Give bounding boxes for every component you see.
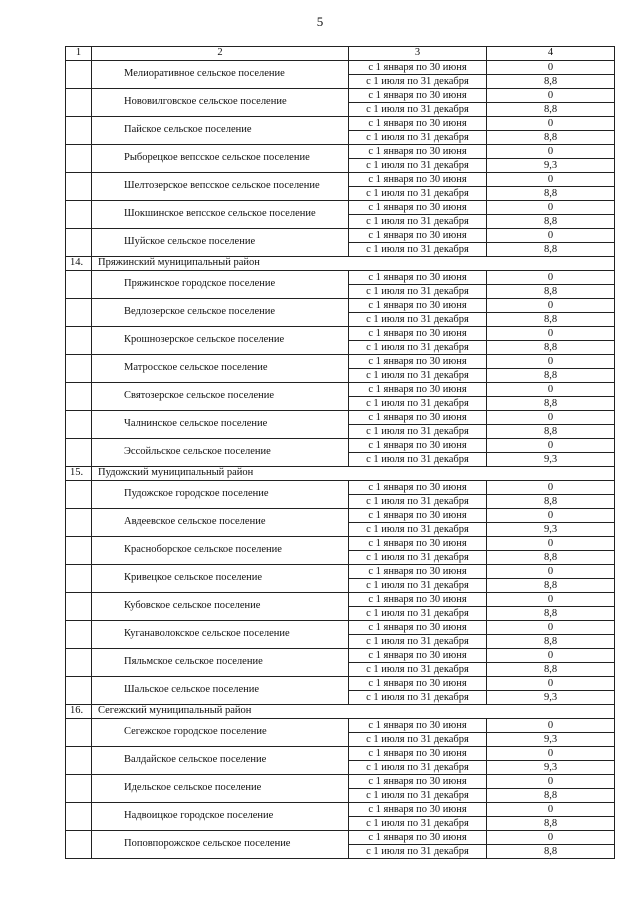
rate-second-half: 8,8 [487,634,614,648]
period-first-half: с 1 января по 30 июня [368,90,467,101]
settlement-name: Красноборское сельское поселение [92,537,349,565]
period-cell [349,481,487,509]
rate-first-half: 0 [547,230,554,241]
period-first-half: с 1 января по 30 июня [368,356,467,367]
row-number-cell [66,565,92,593]
period-second-half: с 1 июля по 31 декабря [349,74,486,88]
period-first-half: с 1 января по 30 июня [368,272,467,283]
row-number-cell [66,621,92,649]
period-second-half: с 1 июля по 31 декабря [349,284,486,298]
rate-first-half: 0 [547,146,554,157]
settlement-name: Матросское сельское поселение [92,355,349,383]
period-second-half: с 1 июля по 31 декабря [349,634,486,648]
row-number-cell [66,509,92,537]
settlement-name: Куганаволокское сельское поселение [92,621,349,649]
period-cell [349,537,487,565]
period-cell [349,439,487,467]
row-number-cell [66,747,92,775]
settlement-row [66,383,615,411]
row-number-cell [66,201,92,229]
rate-cell [487,411,615,439]
rate-cell [487,537,615,565]
settlement-name: Шальское сельское поселение [92,677,349,705]
period-first-half: с 1 января по 30 июня [368,202,467,213]
settlement-row [66,719,615,747]
rate-second-half: 8,8 [487,214,614,228]
period-second-half: с 1 июля по 31 декабря [349,396,486,410]
rate-second-half: 8,8 [487,74,614,88]
settlement-row [66,299,615,327]
settlement-row [66,831,615,859]
period-second-half: с 1 июля по 31 декабря [349,662,486,676]
column-number-row [66,47,615,61]
rate-first-half: 0 [547,804,554,815]
period-cell [349,229,487,257]
rate-cell [487,621,615,649]
settlement-row [66,747,615,775]
period-cell [349,299,487,327]
rate-second-half: 8,8 [487,312,614,326]
rate-first-half: 0 [547,538,554,549]
rate-cell [487,355,615,383]
rate-first-half: 0 [547,412,554,423]
period-cell [349,173,487,201]
rate-second-half: 8,8 [487,606,614,620]
rate-second-half: 9,3 [487,158,614,172]
rate-first-half: 0 [547,776,554,787]
period-cell [349,411,487,439]
rate-first-half: 0 [547,566,554,577]
period-second-half: с 1 июля по 31 декабря [349,522,486,536]
period-cell [349,201,487,229]
period-second-half: с 1 июля по 31 декабря [349,844,486,858]
period-second-half: с 1 июля по 31 декабря [349,340,486,354]
period-first-half: с 1 января по 30 июня [368,118,467,129]
rate-second-half: 9,3 [487,452,614,466]
rate-first-half: 0 [547,174,554,185]
period-cell [349,677,487,705]
period-second-half: с 1 июля по 31 декабря [349,816,486,830]
period-first-half: с 1 января по 30 июня [368,300,467,311]
rate-second-half: 9,3 [487,522,614,536]
rate-first-half: 0 [547,510,554,521]
rate-second-half: 8,8 [487,844,614,858]
settlement-row [66,327,615,355]
rate-first-half: 0 [547,356,554,367]
rate-first-half: 0 [547,62,554,73]
rate-second-half: 8,8 [487,816,614,830]
settlement-name: Пудожское городское поселение [92,481,349,509]
rate-second-half: 8,8 [487,368,614,382]
rate-first-half: 0 [547,748,554,759]
rate-first-half: 0 [547,300,554,311]
rate-first-half: 0 [547,832,554,843]
row-number-cell [66,61,92,89]
period-first-half: с 1 января по 30 июня [368,146,467,157]
rate-second-half: 8,8 [487,340,614,354]
settlement-name: Шокшинское вепсское сельское поселение [92,201,349,229]
settlement-row [66,89,615,117]
period-first-half: с 1 января по 30 июня [368,650,467,661]
period-first-half: с 1 января по 30 июня [368,174,467,185]
district-number: 14. [66,257,92,271]
rate-second-half: 8,8 [487,284,614,298]
column-number-1: 1 [66,47,92,61]
row-number-cell [66,593,92,621]
period-first-half: с 1 января по 30 июня [368,384,467,395]
settlement-name: Святозерское сельское поселение [92,383,349,411]
period-second-half: с 1 июля по 31 декабря [349,186,486,200]
period-cell [349,61,487,89]
rate-second-half: 9,3 [487,690,614,704]
period-first-half: с 1 января по 30 июня [368,776,467,787]
rate-cell [487,593,615,621]
settlement-row [66,439,615,467]
settlement-row [66,481,615,509]
rate-second-half: 8,8 [487,494,614,508]
period-first-half: с 1 января по 30 июня [368,510,467,521]
settlement-name: Пяльмское сельское поселение [92,649,349,677]
settlement-name: Чалнинское сельское поселение [92,411,349,439]
column-number-4: 4 [487,47,615,61]
rate-cell [487,383,615,411]
rate-second-half: 8,8 [487,102,614,116]
period-first-half: с 1 января по 30 июня [368,804,467,815]
period-cell [349,117,487,145]
settlement-row [66,173,615,201]
settlement-name: Ведлозерское сельское поселение [92,299,349,327]
row-number-cell [66,775,92,803]
rate-second-half: 8,8 [487,788,614,802]
period-first-half: с 1 января по 30 июня [368,538,467,549]
district-number: 15. [66,467,92,481]
settlement-row [66,61,615,89]
settlement-name: Валдайское сельское поселение [92,747,349,775]
period-cell [349,803,487,831]
period-first-half: с 1 января по 30 июня [368,412,467,423]
rate-second-half: 9,3 [487,760,614,774]
row-number-cell [66,677,92,705]
settlement-name: Крошнозерское сельское поселение [92,327,349,355]
period-cell [349,831,487,859]
period-first-half: с 1 января по 30 июня [368,720,467,731]
column-number-3: 3 [349,47,487,61]
settlement-name: Пайское сельское поселение [92,117,349,145]
settlement-row [66,509,615,537]
settlement-row [66,649,615,677]
district-row [66,467,615,481]
settlement-row [66,775,615,803]
period-first-half: с 1 января по 30 июня [368,62,467,73]
district-name: Пряжинский муниципальный район [92,257,615,271]
row-number-cell [66,439,92,467]
row-number-cell [66,299,92,327]
settlement-row [66,201,615,229]
rate-cell [487,803,615,831]
settlement-name: Надвоицкое городское поселение [92,803,349,831]
row-number-cell [66,229,92,257]
period-cell [349,509,487,537]
rate-second-half: 8,8 [487,662,614,676]
period-second-half: с 1 июля по 31 декабря [349,788,486,802]
rate-cell [487,61,615,89]
settlement-row [66,677,615,705]
row-number-cell [66,355,92,383]
rate-first-half: 0 [547,678,554,689]
settlement-row [66,355,615,383]
rate-cell [487,747,615,775]
rate-cell [487,299,615,327]
period-first-half: с 1 января по 30 июня [368,832,467,843]
rate-cell [487,327,615,355]
period-second-half: с 1 июля по 31 декабря [349,690,486,704]
settlement-name: Нововилговское сельское поселение [92,89,349,117]
row-number-cell [66,327,92,355]
settlement-name: Шуйское сельское поселение [92,229,349,257]
period-second-half: с 1 июля по 31 декабря [349,242,486,256]
row-number-cell [66,89,92,117]
row-number-cell [66,145,92,173]
rate-cell [487,565,615,593]
period-second-half: с 1 июля по 31 декабря [349,494,486,508]
period-cell [349,355,487,383]
settlement-name: Сегежское городское поселение [92,719,349,747]
rate-second-half: 8,8 [487,424,614,438]
period-second-half: с 1 июля по 31 декабря [349,312,486,326]
rate-first-half: 0 [547,482,554,493]
period-first-half: с 1 января по 30 июня [368,230,467,241]
period-first-half: с 1 января по 30 июня [368,748,467,759]
rate-second-half: 8,8 [487,396,614,410]
settlement-row [66,411,615,439]
rate-cell [487,89,615,117]
period-cell [349,565,487,593]
row-number-cell [66,271,92,299]
period-cell [349,747,487,775]
district-row [66,705,615,719]
rate-cell [487,201,615,229]
period-first-half: с 1 января по 30 июня [368,440,467,451]
tariff-table [65,46,615,859]
settlement-row [66,537,615,565]
rate-cell [487,719,615,747]
rate-first-half: 0 [547,384,554,395]
rate-cell [487,509,615,537]
settlement-name: Рыборецкое вепсское сельское поселение [92,145,349,173]
settlement-row [66,229,615,257]
rate-cell [487,271,615,299]
settlement-name: Поповпорожское сельское поселение [92,831,349,859]
rate-first-half: 0 [547,720,554,731]
period-cell [349,621,487,649]
rate-second-half: 9,3 [487,732,614,746]
rate-first-half: 0 [547,440,554,451]
settlement-name: Авдеевское сельское поселение [92,509,349,537]
settlement-name: Кубовское сельское поселение [92,593,349,621]
settlement-row [66,565,615,593]
period-second-half: с 1 июля по 31 декабря [349,606,486,620]
period-second-half: с 1 июля по 31 декабря [349,578,486,592]
period-first-half: с 1 января по 30 июня [368,328,467,339]
row-number-cell [66,173,92,201]
row-number-cell [66,383,92,411]
rate-first-half: 0 [547,622,554,633]
settlement-row [66,621,615,649]
rate-first-half: 0 [547,202,554,213]
period-cell [349,775,487,803]
period-second-half: с 1 июля по 31 декабря [349,368,486,382]
settlement-row [66,593,615,621]
period-second-half: с 1 июля по 31 декабря [349,130,486,144]
period-cell [349,145,487,173]
row-number-cell [66,117,92,145]
period-cell [349,327,487,355]
rate-cell [487,831,615,859]
settlement-row [66,271,615,299]
rate-first-half: 0 [547,90,554,101]
settlement-name: Идельское сельское поселение [92,775,349,803]
rate-first-half: 0 [547,272,554,283]
settlement-name: Пряжинское городское поселение [92,271,349,299]
rate-cell [487,649,615,677]
rate-first-half: 0 [547,650,554,661]
period-cell [349,719,487,747]
rate-cell [487,439,615,467]
settlement-name: Кривецкое сельское поселение [92,565,349,593]
period-second-half: с 1 июля по 31 декабря [349,452,486,466]
district-name: Сегежский муниципальный район [92,705,615,719]
settlement-row [66,803,615,831]
row-number-cell [66,803,92,831]
page-number: 5 [316,14,324,29]
period-first-half: с 1 января по 30 июня [368,594,467,605]
period-first-half: с 1 января по 30 июня [368,566,467,577]
rate-second-half: 8,8 [487,130,614,144]
district-row [66,257,615,271]
row-number-cell [66,649,92,677]
settlement-row [66,117,615,145]
period-cell [349,271,487,299]
rate-cell [487,677,615,705]
row-number-cell [66,831,92,859]
settlement-name: Эссойльское сельское поселение [92,439,349,467]
period-second-half: с 1 июля по 31 декабря [349,424,486,438]
row-number-cell [66,537,92,565]
period-cell [349,593,487,621]
settlement-row [66,145,615,173]
period-first-half: с 1 января по 30 июня [368,482,467,493]
period-second-half: с 1 июля по 31 декабря [349,214,486,228]
row-number-cell [66,411,92,439]
rate-cell [487,229,615,257]
rate-cell [487,117,615,145]
row-number-cell [66,481,92,509]
period-second-half: с 1 июля по 31 декабря [349,102,486,116]
settlement-name: Мелиоративное сельское поселение [92,61,349,89]
rate-cell [487,173,615,201]
rate-second-half: 8,8 [487,550,614,564]
rate-cell [487,775,615,803]
rate-cell [487,481,615,509]
rate-first-half: 0 [547,118,554,129]
period-second-half: с 1 июля по 31 декабря [349,550,486,564]
rate-first-half: 0 [547,328,554,339]
row-number-cell [66,719,92,747]
district-name: Пудожский муниципальный район [92,467,615,481]
table-body [66,47,615,859]
period-cell [349,89,487,117]
settlement-name: Шелтозерское вепсское сельское поселение [92,173,349,201]
period-second-half: с 1 июля по 31 декабря [349,158,486,172]
rate-second-half: 8,8 [487,242,614,256]
rate-cell [487,145,615,173]
period-first-half: с 1 января по 30 июня [368,678,467,689]
period-first-half: с 1 января по 30 июня [368,622,467,633]
district-number: 16. [66,705,92,719]
rate-second-half: 8,8 [487,578,614,592]
rate-second-half: 8,8 [487,186,614,200]
column-number-2: 2 [92,47,349,61]
period-cell [349,649,487,677]
rate-first-half: 0 [547,594,554,605]
period-cell [349,383,487,411]
period-second-half: с 1 июля по 31 декабря [349,732,486,746]
period-second-half: с 1 июля по 31 декабря [349,760,486,774]
